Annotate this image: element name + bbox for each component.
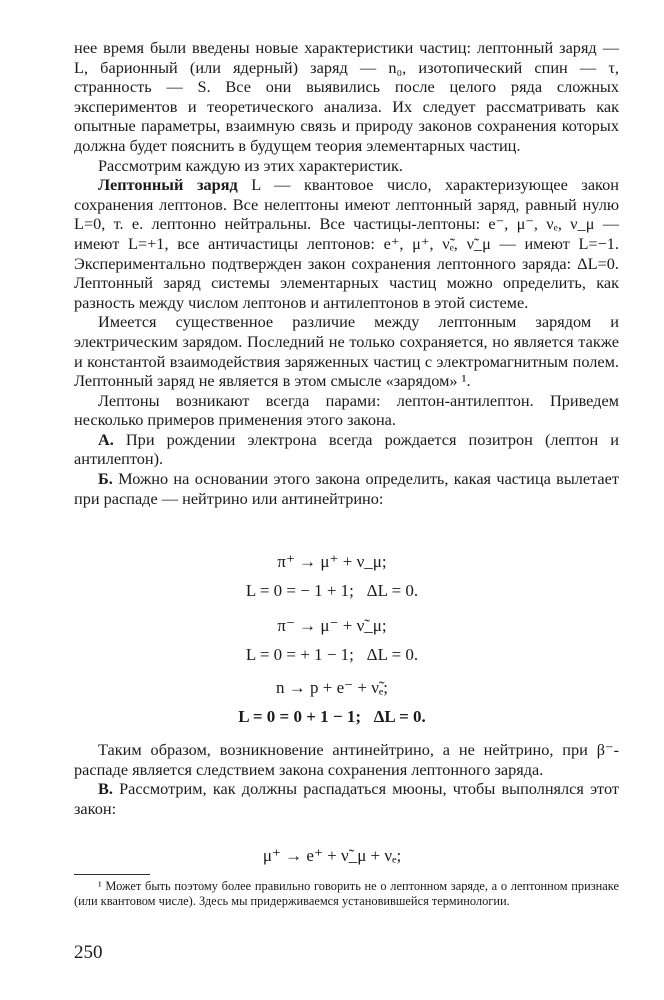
- page-number: 250: [74, 942, 103, 963]
- example-b-text: Можно на основании этого закона определить, какая частица вылетает при распаде — нейтрино или антинейтрино:: [74, 469, 619, 508]
- paragraph-lepton-charge: [74, 175, 619, 312]
- equation-pion-minus: π⁻ → μ⁻ + ν̃_μ;: [277, 616, 387, 635]
- footnote-divider: [74, 874, 150, 875]
- paragraph-example-v: [74, 779, 619, 818]
- example-v-label: В.: [98, 779, 113, 799]
- body-text-top: [74, 38, 619, 508]
- equation-neutron-decay: n → p + e⁻ + ν̃ₑ;: [276, 678, 388, 697]
- equation-lepton-balance-2: L = 0 = + 1 − 1; ΔL = 0.: [245, 645, 419, 664]
- paragraph-example-a: [74, 430, 619, 469]
- paragraph-consider: Рассмотрим каждую из этих характеристик.: [98, 155, 403, 175]
- body-text-bottom: [74, 740, 619, 818]
- equation-lepton-balance-3: L = 0 = 0 + 1 − 1; ΔL = 0.: [238, 707, 426, 726]
- equation-pion-plus: π⁺ → μ⁺ + ν_μ;: [277, 552, 387, 571]
- equation-muon-decay: μ⁺ → e⁺ + ν̃_μ + νₑ;: [262, 846, 402, 865]
- example-a-text: При рождении электрона всегда рождается позитрон (лептон и антилептон).: [74, 429, 619, 469]
- lepton-charge-text: L — квантовое число, характеризующее закон сохранения лептонов. Все нелептоны имеют лептонный заряд, равный нулю L=0, т. е. лептонно нейтральны. Все частицы-лептоны: e⁻, μ⁻, νₑ, ν_μ — имеют L=+1, все античастицы лептонов: e⁺, μ⁺, ν̃ₑ, ν̃_μ — имеют L=−1. Экспериментально подтвержден закон сохранения лептонного заряда: ΔL=0. Лептонный заряд системы элементарных частиц можно определить, как разность между числом лептонов и антилептонов в этой системе.: [74, 175, 619, 312]
- example-v-text: Рассмотрим, как должны распадаться мюоны, чтобы выполнялся этот закон:: [74, 779, 619, 818]
- paragraph-example-b: [74, 469, 619, 508]
- footnote: ¹ Может быть поэтому более правильно говорить не о лептонном заряде, а о лептонном признаке (или квантовом числе). Здесь мы придерживаемся установившейся терминологии.: [74, 879, 619, 909]
- example-b-label: Б.: [98, 469, 113, 489]
- lepton-charge-heading: Лептонный заряд: [98, 175, 238, 195]
- paragraph-conclusion: Таким образом, возникновение антинейтрино, а не нейтрино, при β⁻-распаде является следствием закона сохранения лептонного заряда.: [74, 740, 619, 779]
- paragraph-difference: Имеется существенное различие между лептонным зарядом и электрическим зарядом. Последний не только сохраняется, но является также и константой взаимодействия заряженных частиц с электромагнитным полем. Лептонный заряд не является в этом смысле «зарядом» ¹.: [74, 312, 619, 391]
- paragraph-continuation: нее время были введены новые характеристики частиц: лептонный заряд — L, барионный (или ядерный) заряд — n₀, изотопический спин — τ, странность — S. Все они выявились после целого ряда сложных экспериментов и теоретического анализа. Их следует рассматривать как опытные параметры, взаимную связь и природу законов сохранения которых должна будет пояснить в будущем теория элементарных частиц.: [74, 38, 619, 155]
- paragraph-pairs: Лептоны возникают всегда парами: лептон-антилептон. Приведем несколько примеров применения этого закона.: [74, 390, 619, 430]
- example-a-label: А.: [98, 429, 114, 449]
- equation-lepton-balance-1: L = 0 = − 1 + 1; ΔL = 0.: [245, 581, 419, 600]
